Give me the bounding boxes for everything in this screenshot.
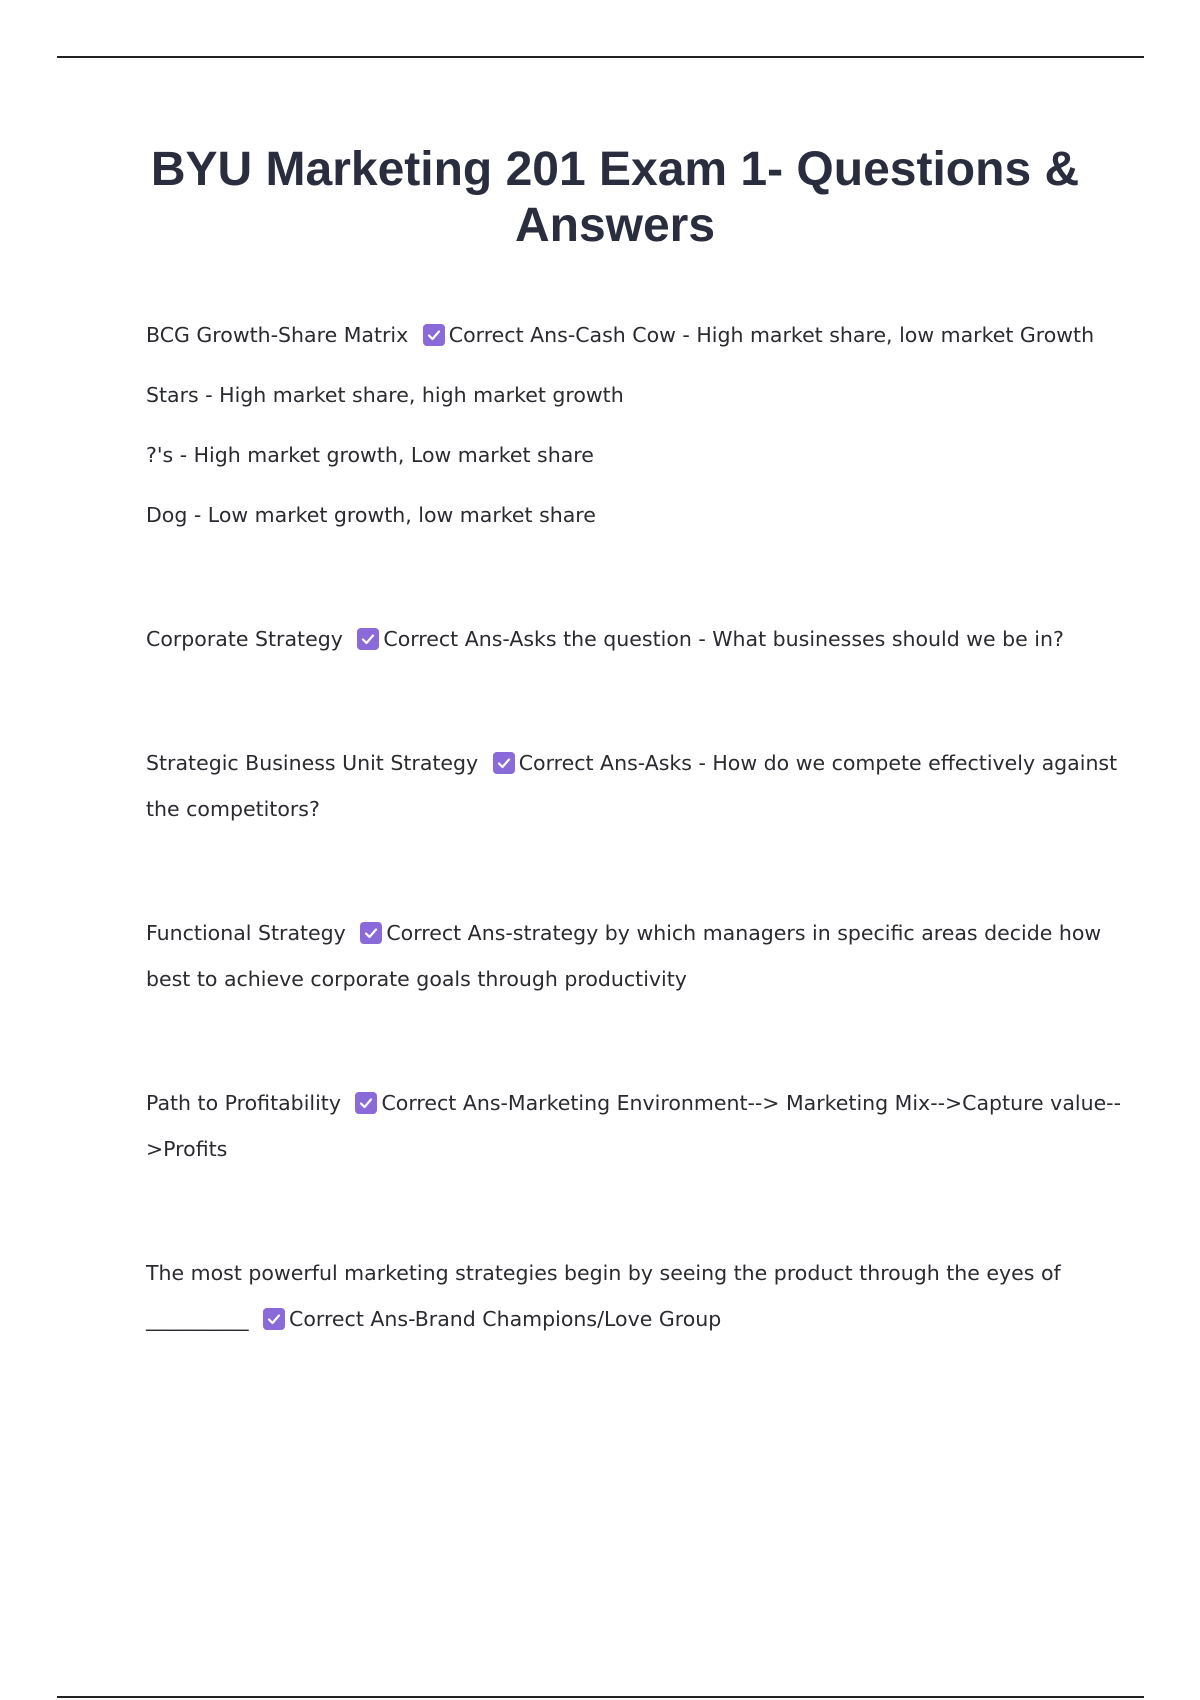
checkbox-checked-icon [493, 752, 515, 774]
qa-item-bcg [146, 318, 1095, 364]
answer-line: Stars - High market share, high market growth [146, 383, 624, 407]
answer-continuation: the competitors? [146, 797, 320, 821]
question-text: Corporate Strategy [146, 627, 343, 651]
checkbox-checked-icon [263, 1308, 285, 1330]
answer-continuation: >Profits [146, 1137, 228, 1161]
answer-line: ?'s - High market growth, Low market share [146, 443, 594, 467]
qa-item-sbu-strategy [146, 746, 1118, 792]
question-text: BCG Growth-Share Matrix [146, 323, 409, 347]
question-text: Functional Strategy [146, 921, 346, 945]
answer-text: Correct Ans-Brand Champions/Love Group [289, 1307, 722, 1331]
bottom-rule [57, 1696, 1144, 1698]
qa-item-powerful-strategies-answer [146, 1302, 1091, 1348]
answer-text: Correct Ans-Asks the question - What businesses should we be in? [383, 627, 1064, 651]
top-rule [57, 56, 1144, 58]
question-text: The most powerful marketing strategies begin by seeing the product through the eyes of [146, 1261, 1061, 1285]
qa-item-path-to-profitability [146, 1086, 1121, 1132]
answer-text: Correct Ans-Asks - How do we compete effectively against [518, 751, 1118, 775]
answer-text: Correct Ans-strategy by which managers in specific areas decide how [386, 921, 1102, 945]
answer-continuation: best to achieve corporate goals through productivity [146, 967, 687, 991]
blank-line: __________ [146, 1307, 249, 1331]
answer-text: Correct Ans-Marketing Environment--> Marketing Mix-->Capture value-- [381, 1091, 1121, 1115]
checkbox-checked-icon [357, 628, 379, 650]
qa-item-functional-strategy [146, 916, 1102, 962]
answer-text: Correct Ans-Cash Cow - High market share, low market Growth [448, 323, 1095, 347]
checkbox-checked-icon [360, 922, 382, 944]
qa-content [146, 318, 1121, 1348]
checkbox-checked-icon [355, 1092, 377, 1114]
checkbox-checked-icon [423, 324, 445, 346]
page-title: BYU Marketing 201 Exam 1- Questions & Answers [150, 143, 1080, 252]
qa-item-corporate-strategy [146, 622, 1091, 668]
qa-item-powerful-strategies [146, 1256, 1091, 1302]
answer-line: Dog - Low market growth, low market share [146, 503, 596, 527]
question-text: Strategic Business Unit Strategy [146, 751, 479, 775]
question-text: Path to Profitability [146, 1091, 341, 1115]
